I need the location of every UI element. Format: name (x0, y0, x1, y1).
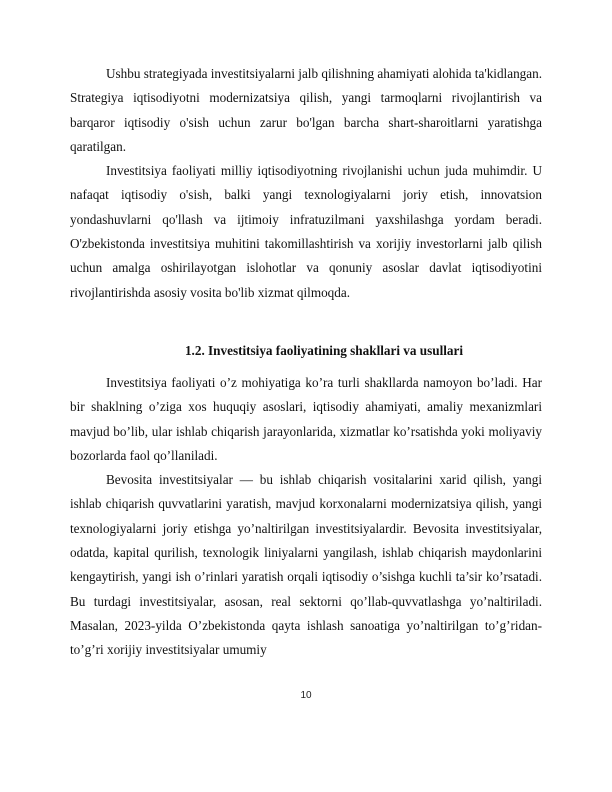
page-number: 10 (300, 690, 312, 701)
document-page (70, 62, 542, 663)
paragraph-investment-importance: Investitsiya faoliyati milliy iqtisodiyotning rivojlanishi uchun juda muhimdir. U nafaqat iqtisodiy o'sish, balki yangi texnologiyalarni joriy etish, innovatsion yondashuvlarni qo'llash va ijtimoiy infratuzilmani yaxshilashga yordam beradi. O'zbekistonda investitsiya muhitini takomillashtirish va xorijiy investorlarni jalb qilish uchun amalga oshirilayotgan islohotlar va qonuniy asoslar davlat iqtisodiyotini rivojlantirishda asosiy vosita bo'lib xizmat qilmoqda. (70, 163, 542, 300)
paragraph-direct-investments: Bevosita investitsiyalar — bu ishlab chiqarish vositalarini xarid qilish, yangi ishlab chiqarish quvvatlarini yaratish, mavjud korxonalarni modernizatsiya qilish, yangi texnologiyalarni joriy etishga yo’naltirilgan investitsiyalardir. Bevosita investitsiyalar, odatda, kapital qurilish, texnologik liniyalarni yangilash, ishlab chiqarish maydonlarini kengaytirish, yangi ish o’rinlari yaratish orqali iqtisodiy o’sishga kuchli ta’sir ko’rsatadi. Bu turdagi investitsiyalar, asosan, real sektorni qo’llab-quvvatlashga yo’naltiriladi. Masalan, 2023-yilda O’zbekistonda qayta ishlash sanoatiga yo’naltirilgan to’g’ridan-to’g’ri xorijiy investitsiyalar umumiy (70, 472, 542, 658)
section-heading: 1.2. Investitsiya faoliyatining shakllari va usullari (184, 342, 464, 358)
paragraph-strategy: Ushbu strategiyada investitsiyalarni jalb qilishning ahamiyati alohida ta'kidlangan. Strategiya iqtisodiyotni modernizatsiya qilish, yangi tarmoqlarni rivojlantirish va barqaror iqtisodiy o'sish uchun zarur bo'lgan barcha shart-sharoitlarni yaratishga qaratilgan. (70, 66, 542, 154)
paragraph-investment-forms: Investitsiya faoliyati o’z mohiyatiga ko’ra turli shakllarda namoyon bo’ladi. Har bir shaklning o’ziga xos huquqiy asoslari, iqtisodiy ahamiyati, amaliy mexanizmlari mavjud bo’lib, ular ishlab chiqarish jarayonlarida, xizmatlar ko’rsatishda yoki moliyaviy bozorlarda faol qo’llaniladi. (70, 374, 542, 463)
